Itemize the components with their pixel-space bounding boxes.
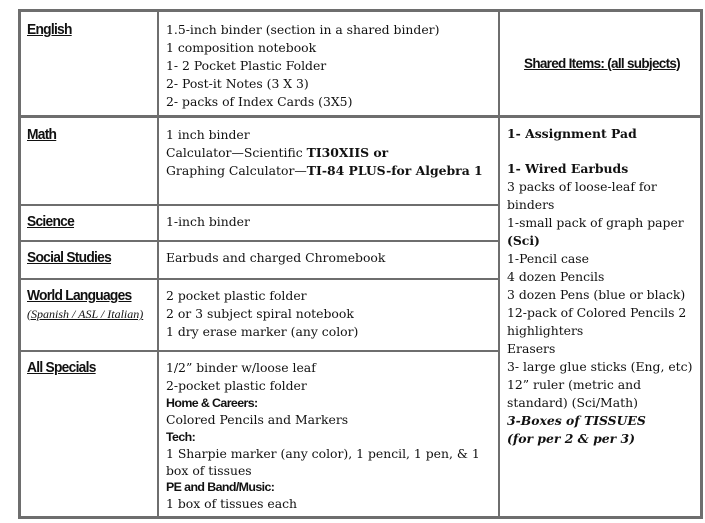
specials-heading-pe-band: PE and Band/Music: bbox=[166, 480, 275, 494]
subject-all-specials: All Specials bbox=[27, 359, 96, 376]
list-item: 12-pack of Colored Pencils 2 highlighters bbox=[507, 305, 687, 338]
list-item: 2- packs of Index Cards (3X5) bbox=[166, 94, 353, 109]
list-item: Earbuds and charged Chromebook bbox=[166, 250, 386, 265]
list-item: 1-small pack of graph paper bbox=[507, 215, 684, 230]
subject-math: Math bbox=[27, 126, 57, 143]
list-item: 2-pocket plastic folder bbox=[166, 378, 307, 393]
specials-heading-tech: Tech: bbox=[166, 430, 196, 444]
row-divider bbox=[21, 115, 703, 118]
list-item: 3-Boxes of TISSUES bbox=[507, 413, 646, 428]
list-item bbox=[166, 162, 483, 180]
social-studies-items bbox=[166, 249, 385, 267]
list-item: Erasers bbox=[507, 341, 556, 356]
spacer bbox=[507, 143, 699, 160]
list-item-text: Calculator—Scientific bbox=[166, 145, 307, 160]
list-item-note: (Sci) bbox=[507, 233, 540, 248]
list-item: 3 packs of loose-leaf for binders bbox=[507, 179, 657, 212]
list-item: 1- Wired Earbuds bbox=[507, 161, 629, 176]
list-item: 2 or 3 subject spiral notebook bbox=[166, 306, 354, 321]
science-items bbox=[166, 213, 250, 231]
math-items bbox=[166, 126, 483, 180]
subject-science: Science bbox=[27, 213, 75, 230]
list-item: 1-inch binder bbox=[166, 214, 250, 229]
list-item: 1- 2 Pocket Plastic Folder bbox=[166, 58, 327, 73]
list-item: 1 box of tissues each bbox=[166, 496, 298, 511]
list-item: 2 pocket plastic folder bbox=[166, 288, 307, 303]
list-item: 4 dozen Pencils bbox=[507, 269, 605, 284]
list-item: 1- Assignment Pad bbox=[507, 126, 637, 141]
list-item: Colored Pencils and Markers bbox=[166, 412, 349, 427]
specials-items bbox=[166, 359, 496, 513]
row-divider bbox=[21, 204, 500, 206]
list-item: 1.5-inch binder (section in a shared binder) bbox=[166, 22, 440, 37]
world-languages-options: (Spanish / ASL / Italian) bbox=[27, 307, 144, 321]
subject-social-studies: Social Studies bbox=[27, 249, 112, 266]
list-item: 1-Pencil case bbox=[507, 251, 589, 266]
row-divider bbox=[21, 350, 500, 352]
list-item: 3 dozen Pens (blue or black) bbox=[507, 287, 686, 302]
list-item: 1 composition notebook bbox=[166, 40, 317, 55]
subject-english: English bbox=[27, 21, 72, 38]
list-item-emphasis: TI30XIIS or bbox=[306, 145, 389, 160]
list-item: 1/2” binder w/loose leaf bbox=[166, 360, 316, 375]
list-item: 2- Post-it Notes (3 X 3) bbox=[166, 76, 309, 91]
specials-heading-home-careers: Home & Careers: bbox=[166, 396, 258, 410]
list-item bbox=[166, 144, 483, 162]
list-item-text: Graphing Calculator— bbox=[166, 163, 307, 178]
list-item: 1 inch binder bbox=[166, 127, 250, 142]
supply-list-table bbox=[18, 9, 703, 519]
column-divider bbox=[498, 12, 500, 516]
list-item: 1 Sharpie marker (any color), 1 pencil, 1 pen, & 1 box of tissues bbox=[166, 446, 480, 478]
list-item-emphasis: TI-84 PLUS-for Algebra 1 bbox=[306, 163, 483, 178]
column-divider bbox=[157, 12, 159, 516]
shared-items-list bbox=[507, 125, 699, 448]
english-items bbox=[166, 21, 439, 111]
shared-items-heading: Shared Items: (all subjects) bbox=[524, 56, 680, 71]
list-item: 12” ruler (metric and standard) (Sci/Math) bbox=[507, 377, 642, 410]
list-item: 3- large glue sticks (Eng, etc) bbox=[507, 359, 693, 374]
list-item: 1 dry erase marker (any color) bbox=[166, 324, 359, 339]
list-item-note: (for per 2 & per 3) bbox=[507, 431, 635, 446]
subject-world-languages: World Languages bbox=[27, 287, 132, 304]
row-divider bbox=[21, 240, 500, 242]
row-divider bbox=[21, 278, 500, 280]
world-languages-items bbox=[166, 287, 358, 341]
